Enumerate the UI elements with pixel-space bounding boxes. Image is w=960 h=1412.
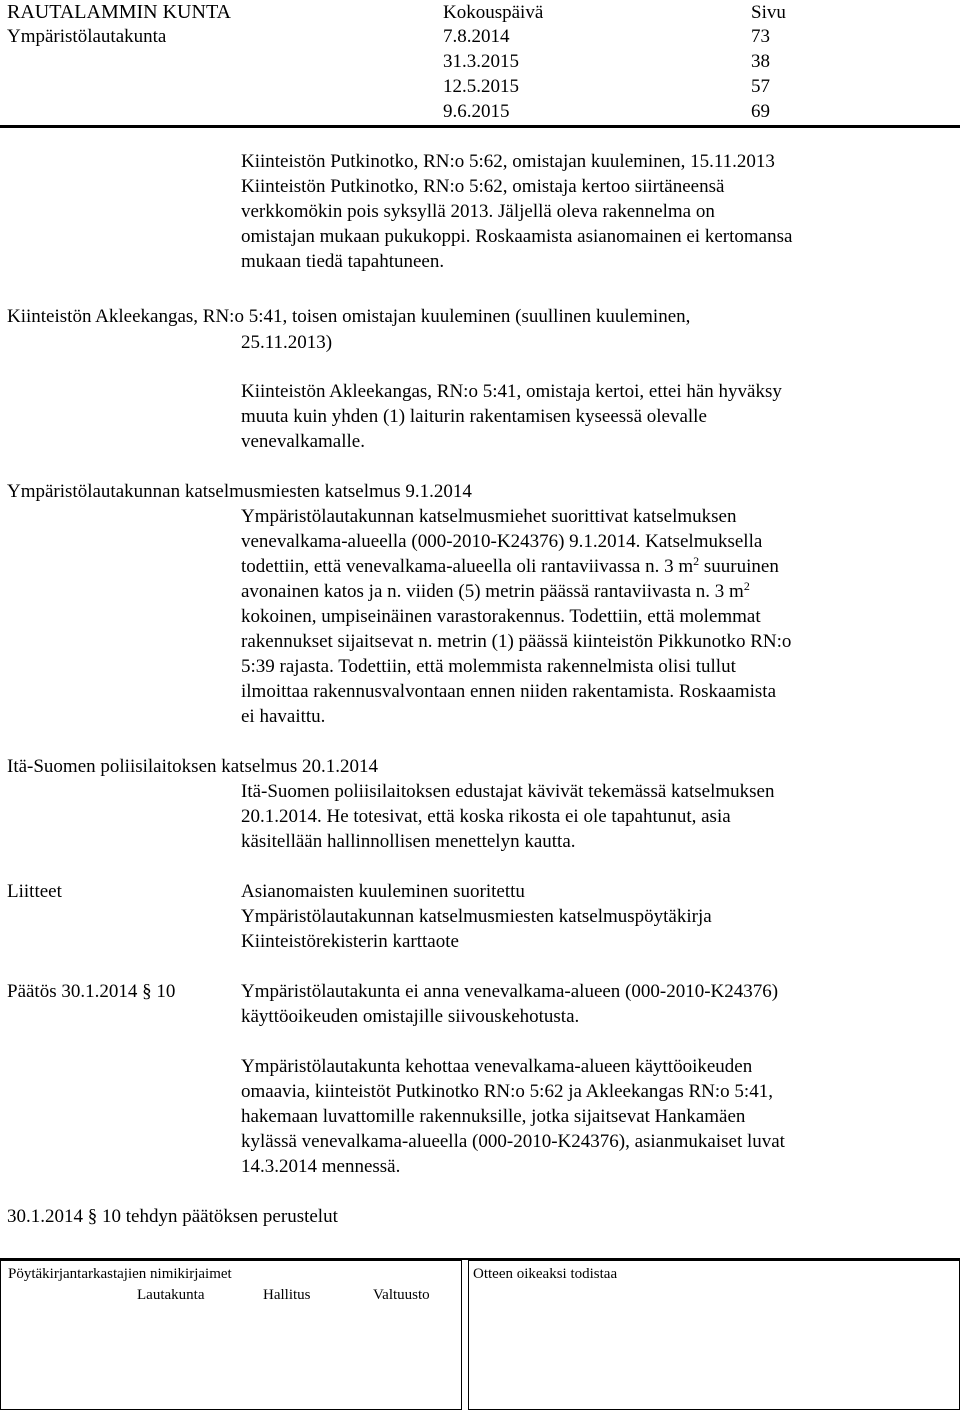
akleekangas-paragraph xyxy=(241,379,782,454)
poliisi-heading: Itä-Suomen poliisilaitoksen katselmus 20.1.2014 xyxy=(7,756,378,777)
text-line: 20.1.2014. He totesivat, että koska rikosta ei ole tapahtunut, asia xyxy=(241,806,731,827)
initials-label: Pöytäkirjantarkastajien nimikirjaimet xyxy=(8,1266,232,1282)
meeting-page: 73 xyxy=(751,26,770,47)
text-line: käyttöoikeuden omistajille siivouskehotusta. xyxy=(241,1006,580,1027)
text-line: 14.3.2014 mennessä. xyxy=(241,1156,401,1177)
text-line: ilmoittaa rakennusvalvontaan ennen niiden rakentamista. Roskaamista xyxy=(241,681,777,702)
header-rule xyxy=(0,125,960,128)
certified-label: Otteen oikeaksi todistaa xyxy=(473,1266,618,1282)
paatos-label: Päätös 30.1.2014 § 10 xyxy=(7,981,176,1002)
perustelut-heading: 30.1.2014 § 10 tehdyn päätöksen perustelut xyxy=(7,1206,338,1227)
text-line: ei havaittu. xyxy=(241,706,326,727)
page-label: Sivu xyxy=(751,2,786,23)
text-line: kylässä venevalkama-alueella (000-2010-K24376), asianmukaiset luvat xyxy=(241,1131,785,1152)
municipality-name: RAUTALAMMIN KUNTA xyxy=(7,1,232,23)
meeting-date-label: Kokouspäivä xyxy=(443,2,544,23)
list-item: Ympäristölautakunnan katselmusmiesten katselmuspöytäkirja xyxy=(241,906,712,927)
paatos-paragraph-1 xyxy=(241,979,778,1029)
text-line: Ympäristölautakunta ei anna venevalkama-alueen (000-2010-K24376) xyxy=(241,981,779,1002)
katselmus-heading: Ympäristölautakunnan katselmusmiesten katselmus 9.1.2014 xyxy=(7,481,472,502)
putkinotko-paragraph xyxy=(241,174,792,274)
text-line: venevalkama-alueella (000-2010-K24376) 9.1.2014. Katselmuksella xyxy=(241,531,763,552)
katselmus-paragraph xyxy=(241,504,791,729)
poliisi-paragraph xyxy=(241,779,774,854)
text-line: hakemaan luvattomille rakennuksille, jotka sijaitsevat Hankamäen xyxy=(241,1106,746,1127)
liitteet-list xyxy=(241,879,712,954)
akleekangas-heading: Kiinteistön Akleekangas, RN:o 5:41, toisen omistajan kuuleminen (suullinen kuuleminen, xyxy=(7,306,691,327)
list-item: Asianomaisten kuuleminen suoritettu xyxy=(241,881,525,902)
meeting-page: 57 xyxy=(751,76,770,97)
text-line: Kiinteistön Akleekangas, RN:o 5:41, omistaja kertoi, ettei hän hyväksy xyxy=(241,381,782,402)
text-line: omaavia, kiinteistöt Putkinotko RN:o 5:62 ja Akleekangas RN:o 5:41, xyxy=(241,1081,773,1102)
text-line: verkkomökin pois syksyllä 2013. Jäljellä oleva rakennelma on xyxy=(241,201,715,222)
meeting-date: 9.6.2015 xyxy=(443,101,510,122)
meeting-page: 69 xyxy=(751,101,770,122)
text-line: Kiinteistön Putkinotko, RN:o 5:62, omistaja kertoo siirtäneensä xyxy=(241,176,725,197)
footer-column-hallitus: Hallitus xyxy=(263,1287,311,1303)
text-line: omistajan mukaan pukukoppi. Roskaamista asianomainen ei kertomansa xyxy=(241,226,793,247)
meeting-date: 7.8.2014 xyxy=(443,26,510,47)
text-line: kokoinen, umpiseinäinen varastorakennus. Todettiin, että molemmat xyxy=(241,606,761,627)
text-line: käsitellään hallinnollisen menettelyn kautta. xyxy=(241,831,576,852)
footer-column-lautakunta: Lautakunta xyxy=(137,1287,205,1303)
text-line: rakennukset sijaitsevat n. metrin (1) päässä kiinteistön Pikkunotko RN:o xyxy=(241,631,792,652)
list-item: Kiinteistörekisterin karttaote xyxy=(241,931,459,952)
text-line: venevalkamalle. xyxy=(241,431,365,452)
paatos-paragraph-2 xyxy=(241,1054,785,1179)
text-line: Itä-Suomen poliisilaitoksen edustajat kävivät tekemässä katselmuksen xyxy=(241,781,775,802)
text-line: todettiin, että venevalkama-alueella oli rantaviivassa n. 3 $m^2$ suuruinen xyxy=(241,554,779,577)
text-line: 5:39 rajasta. Todettiin, että molemmista rakennelmista olisi tullut xyxy=(241,656,736,677)
putkinotko-heading: Kiinteistön Putkinotko, RN:o 5:62, omistajan kuuleminen, 15.11.2013 xyxy=(241,151,775,172)
text-line: avonainen katos ja n. viiden (5) metrin päässä rantaviivasta n. 3 $m^2$ xyxy=(241,579,750,602)
board-name: Ympäristölautakunta xyxy=(7,26,167,47)
meeting-page: 38 xyxy=(751,51,770,72)
text-line: mukaan tiedä tapahtuneen. xyxy=(241,251,445,272)
meeting-date: 31.3.2015 xyxy=(443,51,519,72)
meeting-date: 12.5.2015 xyxy=(443,76,519,97)
text-line: muuta kuin yhden (1) laiturin rakentamisen kyseessä olevalle xyxy=(241,406,707,427)
liitteet-label: Liitteet xyxy=(7,881,62,902)
akleekangas-heading-cont: 25.11.2013) xyxy=(241,332,333,353)
text-line: Ympäristölautakunnan katselmusmiehet suorittivat katselmuksen xyxy=(241,506,737,527)
footer-column-valtuusto: Valtuusto xyxy=(373,1287,430,1303)
text-line: Ympäristölautakunta kehottaa venevalkama-alueen käyttöoikeuden xyxy=(241,1056,753,1077)
